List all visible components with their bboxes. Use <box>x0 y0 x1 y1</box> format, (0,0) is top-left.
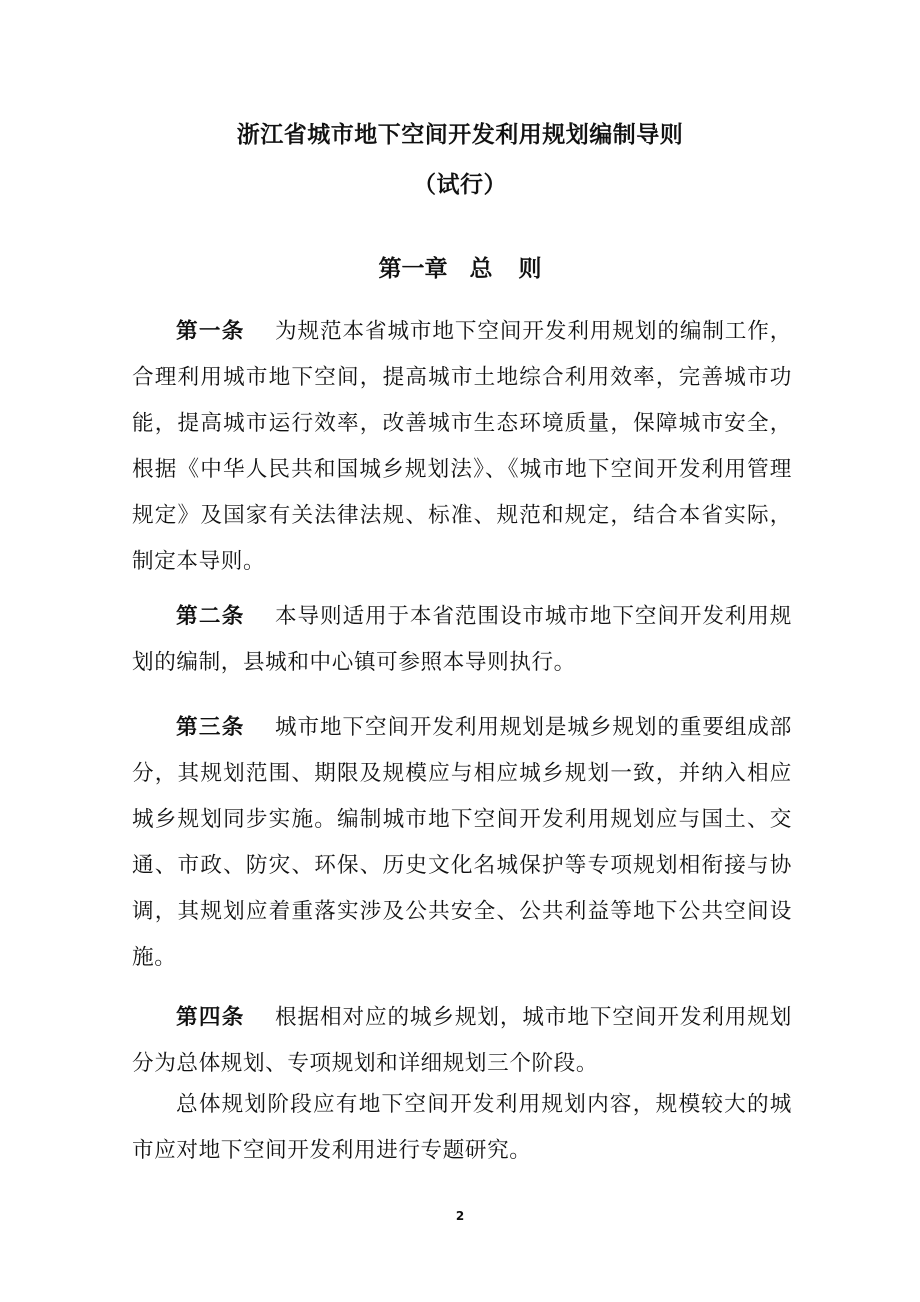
document-title: 浙江省城市地下空间开发利用规划编制导则 <box>236 122 684 148</box>
article-2-text: 本导则适用于本省范围设市城市地下空间开发利用规划的编制，县城和中心镇可参照本导则执行。 <box>132 604 792 675</box>
article-3-label: 第三条 <box>176 715 245 740</box>
article-2 <box>132 594 792 686</box>
chapter-name-part2: 则 <box>518 256 542 282</box>
article-4 <box>132 995 792 1087</box>
article-4-label: 第四条 <box>176 1005 245 1030</box>
chapter-heading <box>0 250 920 283</box>
article-2-label: 第二条 <box>176 604 245 629</box>
article-1 <box>132 309 792 585</box>
article-3-text: 城市地下空间开发利用规划是城乡规划的重要组成部分，其规划范围、期限及规模应与相应城乡规划一致，并纳入相应城乡规划同步实施。编制城市地下空间开发利用规划应与国土、交通、市政、防灾、环保、历史文化名城保护等专项规划相衔接与协调，其规划应着重落实涉及公共安全、公共利益等地下公共空间设施。 <box>132 715 792 970</box>
article-4-text: 根据相对应的城乡规划，城市地下空间开发利用规划分为总体规划、专项规划和详细规划三个阶段。 <box>132 1005 792 1076</box>
chapter-name-part1: 总 <box>469 256 493 282</box>
article-3 <box>132 705 792 981</box>
article-4-continuation <box>132 1082 792 1174</box>
page-number: 2 <box>455 1209 465 1223</box>
article-1-text: 为规范本省城市地下空间开发利用规划的编制工作，合理利用城市地下空间，提高城市土地综合利用效率，完善城市功能，提高城市运行效率，改善城市生态环境质量，保障城市安全，根据《中华人民共和国城乡规划法》、《城市地下空间开发利用管理规定》及国家有关法律法规、标准、规范和规定，结合本省实际，制定本导则。 <box>132 319 792 574</box>
article-1-label: 第一条 <box>176 319 245 344</box>
article-4-continuation-text: 总体规划阶段应有地下空间开发利用规划内容，规模较大的城市应对地下空间开发利用进行专题研究。 <box>132 1092 792 1163</box>
chapter-number: 第一章 <box>378 256 448 282</box>
document-subtitle: （试行） <box>413 172 507 198</box>
